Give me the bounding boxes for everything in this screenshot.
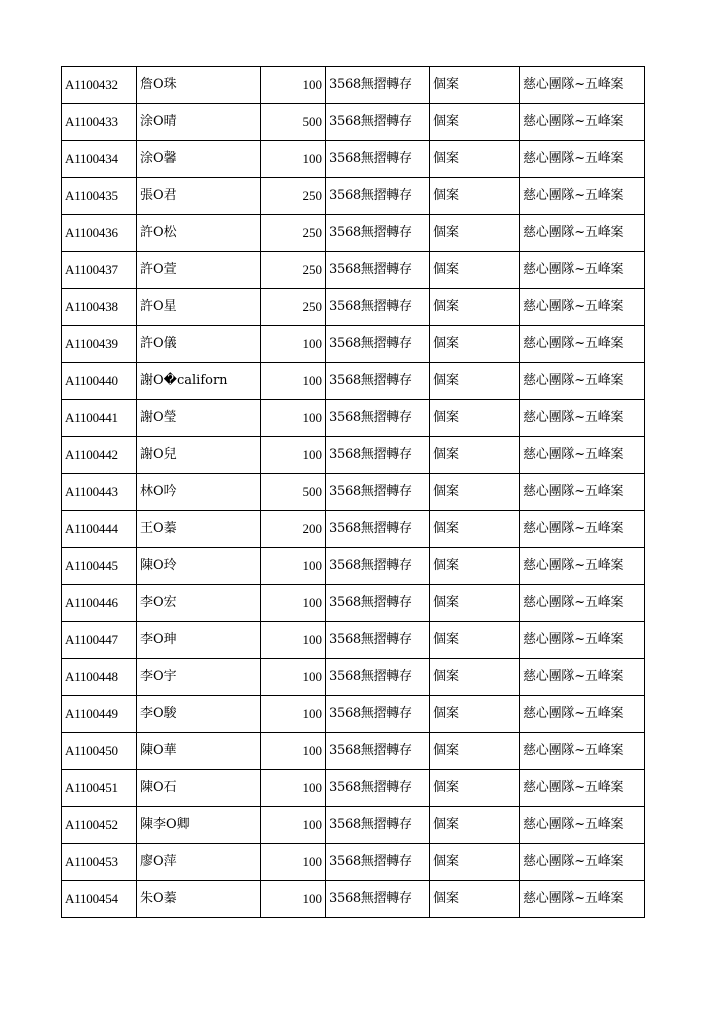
amount-cell: 100 <box>261 696 326 733</box>
remark-cell: 慈心團隊~五峰案 <box>520 400 645 437</box>
remark-cell: 慈心團隊~五峰案 <box>520 696 645 733</box>
table-row <box>62 67 645 104</box>
donor-name-cell: 李O駿 <box>137 696 261 733</box>
payment-method-cell: 3568無摺轉存 <box>326 215 430 252</box>
receipt-id-cell: A1100453 <box>62 844 137 881</box>
amount-cell: 100 <box>261 881 326 918</box>
payment-method-cell: 3568無摺轉存 <box>326 104 430 141</box>
remark-cell: 慈心團隊~五峰案 <box>520 67 645 104</box>
donation-type-cell: 個案 <box>430 326 520 363</box>
receipt-id-cell: A1100448 <box>62 659 137 696</box>
table-row <box>62 585 645 622</box>
payment-method-cell: 3568無摺轉存 <box>326 696 430 733</box>
remark-cell: 慈心團隊~五峰案 <box>520 770 645 807</box>
table-row <box>62 548 645 585</box>
amount-cell: 100 <box>261 141 326 178</box>
receipt-id-cell: A1100447 <box>62 622 137 659</box>
receipt-id-cell: A1100454 <box>62 881 137 918</box>
donor-name-cell: 謝O兒 <box>137 437 261 474</box>
remark-cell: 慈心團隊~五峰案 <box>520 548 645 585</box>
donor-name-cell: 張O君 <box>137 178 261 215</box>
donation-type-cell: 個案 <box>430 548 520 585</box>
receipt-id-cell: A1100449 <box>62 696 137 733</box>
amount-cell: 100 <box>261 844 326 881</box>
amount-cell: 250 <box>261 215 326 252</box>
table-row <box>62 326 645 363</box>
donation-type-cell: 個案 <box>430 585 520 622</box>
donation-type-cell: 個案 <box>430 178 520 215</box>
amount-cell: 100 <box>261 400 326 437</box>
table-row <box>62 252 645 289</box>
remark-cell: 慈心團隊~五峰案 <box>520 363 645 400</box>
donor-name-cell: 王O蓁 <box>137 511 261 548</box>
donor-name-cell: 林O吟 <box>137 474 261 511</box>
table-row <box>62 104 645 141</box>
donation-type-cell: 個案 <box>430 104 520 141</box>
receipt-id-cell: A1100432 <box>62 67 137 104</box>
donation-type-cell: 個案 <box>430 696 520 733</box>
donation-type-cell: 個案 <box>430 844 520 881</box>
table-row <box>62 178 645 215</box>
amount-cell: 100 <box>261 770 326 807</box>
payment-method-cell: 3568無摺轉存 <box>326 807 430 844</box>
donor-name-cell: 謝O�californ <box>137 363 261 400</box>
amount-cell: 100 <box>261 585 326 622</box>
payment-method-cell: 3568無摺轉存 <box>326 622 430 659</box>
donor-name-cell: 謝O瑩 <box>137 400 261 437</box>
payment-method-cell: 3568無摺轉存 <box>326 474 430 511</box>
remark-cell: 慈心團隊~五峰案 <box>520 622 645 659</box>
remark-cell: 慈心團隊~五峰案 <box>520 215 645 252</box>
receipt-id-cell: A1100450 <box>62 733 137 770</box>
receipt-id-cell: A1100439 <box>62 326 137 363</box>
remark-cell: 慈心團隊~五峰案 <box>520 141 645 178</box>
table-row <box>62 807 645 844</box>
donor-name-cell: 李O宇 <box>137 659 261 696</box>
donor-name-cell: 朱O蓁 <box>137 881 261 918</box>
receipt-id-cell: A1100437 <box>62 252 137 289</box>
payment-method-cell: 3568無摺轉存 <box>326 511 430 548</box>
table-row <box>62 659 645 696</box>
donor-name-cell: 陳O華 <box>137 733 261 770</box>
donor-name-cell: 涂O馨 <box>137 141 261 178</box>
donation-type-cell: 個案 <box>430 363 520 400</box>
payment-method-cell: 3568無摺轉存 <box>326 844 430 881</box>
table-row <box>62 474 645 511</box>
remark-cell: 慈心團隊~五峰案 <box>520 844 645 881</box>
table-row <box>62 696 645 733</box>
remark-cell: 慈心團隊~五峰案 <box>520 585 645 622</box>
receipt-id-cell: A1100442 <box>62 437 137 474</box>
table-row <box>62 141 645 178</box>
donation-type-cell: 個案 <box>430 252 520 289</box>
remark-cell: 慈心團隊~五峰案 <box>520 807 645 844</box>
remark-cell: 慈心團隊~五峰案 <box>520 474 645 511</box>
payment-method-cell: 3568無摺轉存 <box>326 400 430 437</box>
payment-method-cell: 3568無摺轉存 <box>326 585 430 622</box>
receipt-id-cell: A1100444 <box>62 511 137 548</box>
amount-cell: 100 <box>261 548 326 585</box>
payment-method-cell: 3568無摺轉存 <box>326 141 430 178</box>
remark-cell: 慈心團隊~五峰案 <box>520 733 645 770</box>
amount-cell: 500 <box>261 474 326 511</box>
receipt-id-cell: A1100440 <box>62 363 137 400</box>
donation-type-cell: 個案 <box>430 400 520 437</box>
remark-cell: 慈心團隊~五峰案 <box>520 104 645 141</box>
amount-cell: 250 <box>261 252 326 289</box>
amount-cell: 100 <box>261 437 326 474</box>
receipt-id-cell: A1100452 <box>62 807 137 844</box>
amount-cell: 200 <box>261 511 326 548</box>
table-row <box>62 733 645 770</box>
table-row <box>62 770 645 807</box>
remark-cell: 慈心團隊~五峰案 <box>520 437 645 474</box>
donation-type-cell: 個案 <box>430 881 520 918</box>
payment-method-cell: 3568無摺轉存 <box>326 881 430 918</box>
donation-type-cell: 個案 <box>430 511 520 548</box>
donation-type-cell: 個案 <box>430 474 520 511</box>
remark-cell: 慈心團隊~五峰案 <box>520 289 645 326</box>
remark-cell: 慈心團隊~五峰案 <box>520 326 645 363</box>
donor-name-cell: 陳李O卿 <box>137 807 261 844</box>
amount-cell: 100 <box>261 326 326 363</box>
table-row <box>62 289 645 326</box>
table-row <box>62 881 645 918</box>
payment-method-cell: 3568無摺轉存 <box>326 659 430 696</box>
payment-method-cell: 3568無摺轉存 <box>326 548 430 585</box>
donor-name-cell: 詹O珠 <box>137 67 261 104</box>
donor-name-cell: 陳O玲 <box>137 548 261 585</box>
amount-cell: 250 <box>261 289 326 326</box>
payment-method-cell: 3568無摺轉存 <box>326 437 430 474</box>
table-row <box>62 215 645 252</box>
receipt-id-cell: A1100441 <box>62 400 137 437</box>
donor-name-cell: 李O珅 <box>137 622 261 659</box>
table-row <box>62 400 645 437</box>
table-row <box>62 844 645 881</box>
receipt-id-cell: A1100433 <box>62 104 137 141</box>
donation-type-cell: 個案 <box>430 807 520 844</box>
amount-cell: 100 <box>261 807 326 844</box>
donation-type-cell: 個案 <box>430 770 520 807</box>
table-row <box>62 511 645 548</box>
amount-cell: 500 <box>261 104 326 141</box>
payment-method-cell: 3568無摺轉存 <box>326 252 430 289</box>
payment-method-cell: 3568無摺轉存 <box>326 326 430 363</box>
receipt-id-cell: A1100438 <box>62 289 137 326</box>
donor-name-cell: 陳O石 <box>137 770 261 807</box>
table-row <box>62 363 645 400</box>
amount-cell: 100 <box>261 363 326 400</box>
donation-table <box>61 66 645 918</box>
receipt-id-cell: A1100446 <box>62 585 137 622</box>
receipt-id-cell: A1100434 <box>62 141 137 178</box>
payment-method-cell: 3568無摺轉存 <box>326 67 430 104</box>
amount-cell: 100 <box>261 733 326 770</box>
payment-method-cell: 3568無摺轉存 <box>326 770 430 807</box>
donation-type-cell: 個案 <box>430 141 520 178</box>
receipt-id-cell: A1100445 <box>62 548 137 585</box>
donor-name-cell: 涂O晴 <box>137 104 261 141</box>
donor-name-cell: 李O宏 <box>137 585 261 622</box>
payment-method-cell: 3568無摺轉存 <box>326 178 430 215</box>
donation-table-body <box>62 67 645 918</box>
donor-name-cell: 許O星 <box>137 289 261 326</box>
donation-ledger-page <box>61 66 644 918</box>
donor-name-cell: 許O萱 <box>137 252 261 289</box>
receipt-id-cell: A1100443 <box>62 474 137 511</box>
remark-cell: 慈心團隊~五峰案 <box>520 252 645 289</box>
donation-type-cell: 個案 <box>430 622 520 659</box>
donor-name-cell: 許O松 <box>137 215 261 252</box>
donation-type-cell: 個案 <box>430 437 520 474</box>
remark-cell: 慈心團隊~五峰案 <box>520 659 645 696</box>
amount-cell: 100 <box>261 659 326 696</box>
table-row <box>62 437 645 474</box>
donation-type-cell: 個案 <box>430 289 520 326</box>
donor-name-cell: 廖O萍 <box>137 844 261 881</box>
payment-method-cell: 3568無摺轉存 <box>326 733 430 770</box>
donation-type-cell: 個案 <box>430 67 520 104</box>
remark-cell: 慈心團隊~五峰案 <box>520 881 645 918</box>
amount-cell: 100 <box>261 622 326 659</box>
payment-method-cell: 3568無摺轉存 <box>326 289 430 326</box>
receipt-id-cell: A1100451 <box>62 770 137 807</box>
receipt-id-cell: A1100435 <box>62 178 137 215</box>
donation-type-cell: 個案 <box>430 215 520 252</box>
donation-type-cell: 個案 <box>430 733 520 770</box>
payment-method-cell: 3568無摺轉存 <box>326 363 430 400</box>
remark-cell: 慈心團隊~五峰案 <box>520 511 645 548</box>
receipt-id-cell: A1100436 <box>62 215 137 252</box>
amount-cell: 100 <box>261 67 326 104</box>
table-row <box>62 622 645 659</box>
donation-type-cell: 個案 <box>430 659 520 696</box>
remark-cell: 慈心團隊~五峰案 <box>520 178 645 215</box>
amount-cell: 250 <box>261 178 326 215</box>
donor-name-cell: 許O儀 <box>137 326 261 363</box>
